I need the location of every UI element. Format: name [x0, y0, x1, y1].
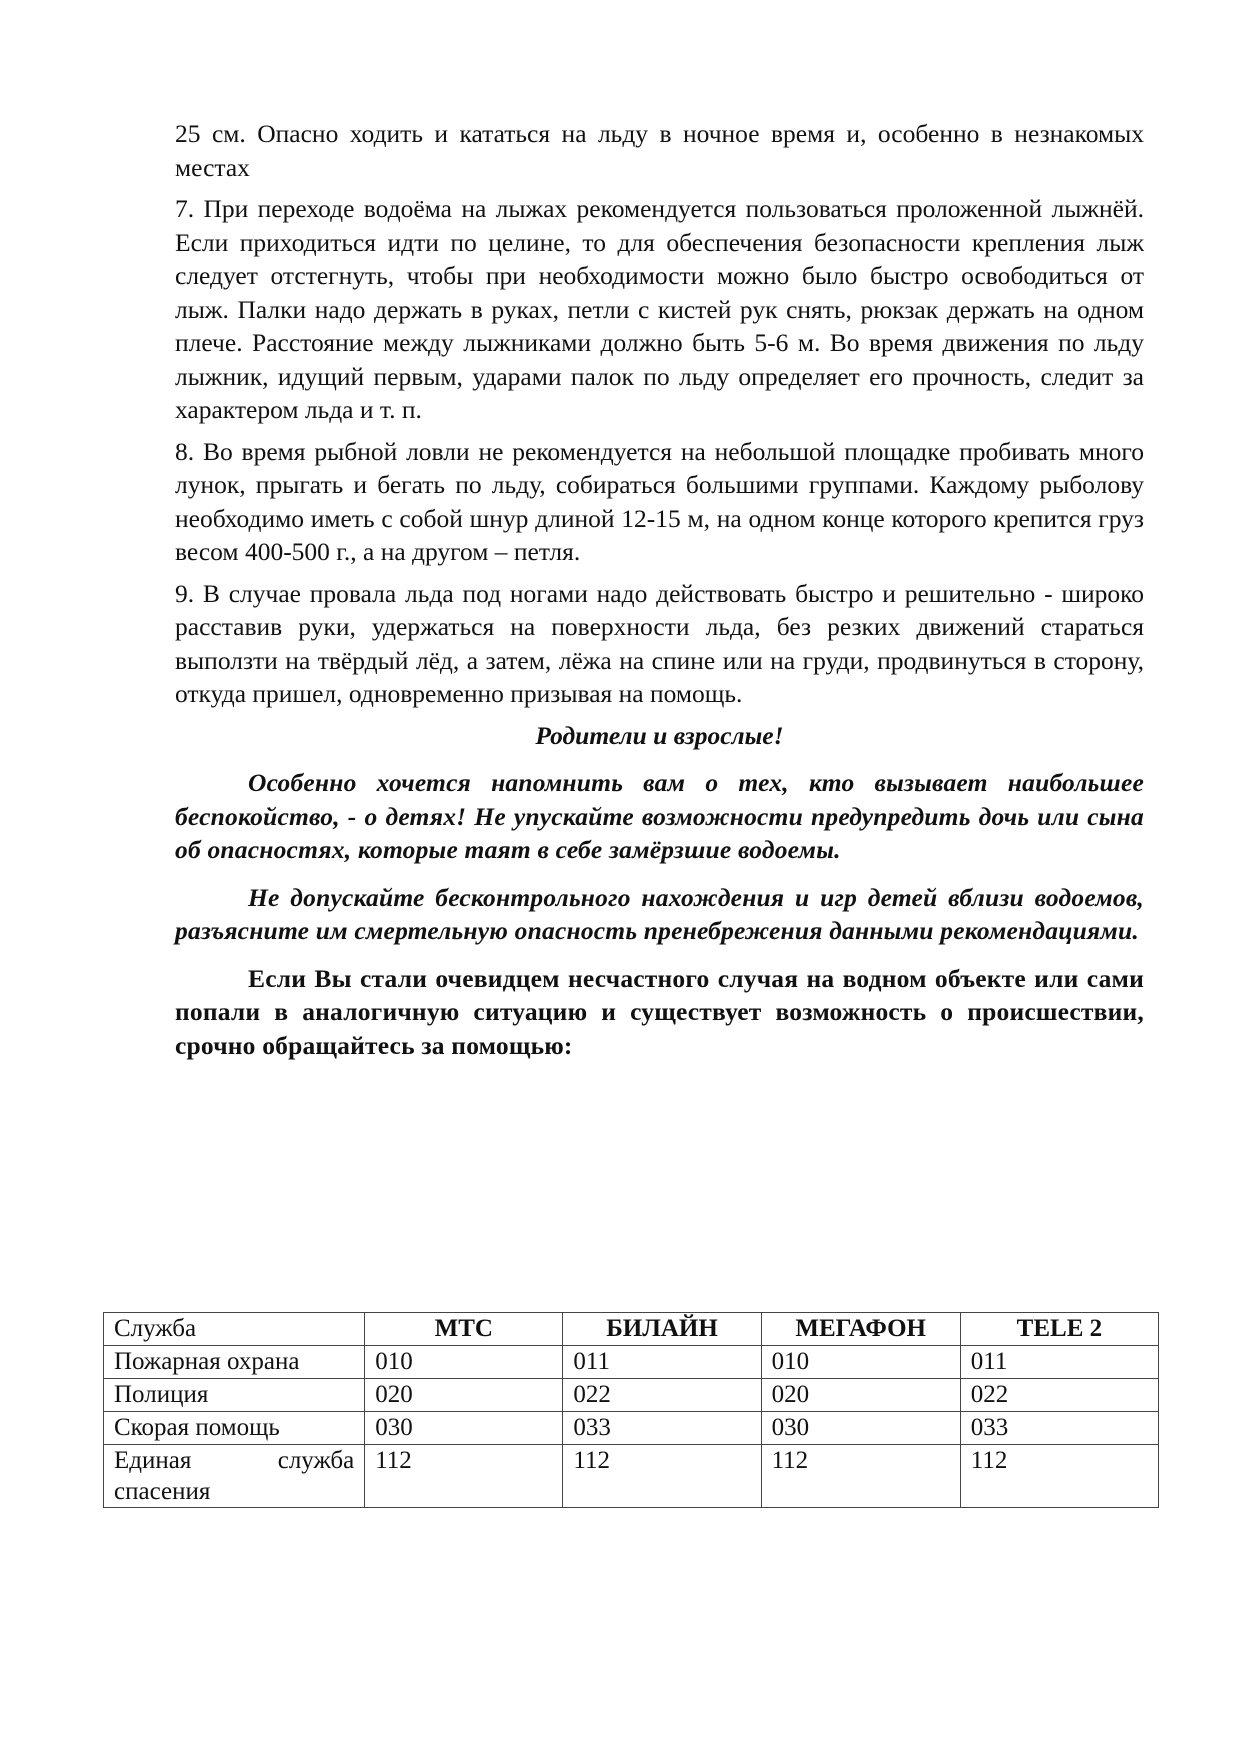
- document-page: [175, 117, 1144, 1062]
- table-header-row: [104, 1313, 1159, 1346]
- cell-megafon: 020: [761, 1379, 960, 1412]
- cell-megafon: 112: [761, 1445, 960, 1508]
- cell-service: Пожарная охрана: [104, 1346, 365, 1379]
- cell-tele2: 112: [960, 1445, 1158, 1508]
- cell-tele2: 022: [960, 1379, 1158, 1412]
- cell-tele2: 033: [960, 1412, 1158, 1445]
- paragraph-item-9-ice-break: 9. В случае провала льда под ногами надо действовать быстро и решительно - широко расставив руки, удержаться на поверхности льда, без резких движений стараться выползти на твёрдый лёд, а затем, лёжа на спине или на груди, продвинуться в сторону, откуда пришел, одновременно призывая на помощь.: [175, 578, 1144, 708]
- cell-mts: 112: [365, 1445, 563, 1508]
- service-name-line-2: спасения: [114, 1478, 211, 1505]
- table-row: [104, 1412, 1159, 1445]
- service-word-1: Единая: [114, 1447, 192, 1474]
- emergency-numbers-table: [103, 1312, 1159, 1508]
- appeal-paragraph-children: Особенно хочется напомнить вам о тех, кто вызывает наибольшее беспокойство, - о детях! Не упускайте возможности предупредить дочь или сына об опасностях, которые таят в себе замёрзшие водоемы.: [175, 768, 1144, 864]
- call-to-action-paragraph: Если Вы стали очевидцем несчастного случая на водном объекте или сами попали в аналогичную ситуацию и существует возможность о происшествии, срочно обращайтесь за помощью:: [175, 963, 1144, 1060]
- service-word-2: служба: [277, 1447, 355, 1474]
- table-row: [104, 1346, 1159, 1379]
- cell-megafon: 010: [761, 1346, 960, 1379]
- paragraph-item-6-continuation: 25 см. Опасно ходить и кататься на льду в ночное время и, особенно в незнакомых местах: [175, 119, 1144, 182]
- service-name-line-1: [114, 1445, 354, 1476]
- header-beeline: БИЛАЙН: [563, 1313, 761, 1346]
- cell-beeline: 112: [563, 1445, 761, 1508]
- table-row: [104, 1445, 1159, 1508]
- paragraph-item-7-skiing: 7. При переходе водоёма на лыжах рекомендуется пользоваться проложенной лыжнёй. Если приходиться идти по целине, то для обеспечения безопасности крепления лыж следует отстегнуть, чтобы при необходимости можно было быстро освободиться от лыж. Палки надо держать в руках, петли с кистей рук снять, рюкзак держать на одном плече. Расстояние между лыжниками должно быть 5-6 м. Во время движения по льду лыжник, идущий первым, ударами палок по льду определяет его прочность, следит за характером льда и т. п.: [175, 194, 1144, 424]
- cell-tele2: 011: [960, 1346, 1158, 1379]
- header-tele2: TELE 2: [960, 1313, 1158, 1346]
- cell-mts: 020: [365, 1379, 563, 1412]
- header-megafon: МЕГАФОН: [761, 1313, 960, 1346]
- paragraph-item-8-fishing: 8. Во время рыбной ловли не рекомендуется на небольшой площадке пробивать много лунок, прыгать и бегать по льду, собираться большими группами. Каждому рыболову необходимо иметь с собой шнур длиной 12-15 м, на одном конце которого крепится груз весом 400-500 г., а на другом – петля.: [175, 436, 1144, 566]
- cell-megafon: 030: [761, 1412, 960, 1445]
- appeal-paragraph-supervision: Не допускайте бесконтрольного нахождения и игр детей вблизи водоемов, разъясните им смертельную опасность пренебрежения данными рекомендациями.: [175, 882, 1144, 945]
- cell-mts: 010: [365, 1346, 563, 1379]
- appeal-heading: Родители и взрослые!: [535, 720, 784, 750]
- header-mts: МТС: [365, 1313, 563, 1346]
- header-service: Служба: [104, 1313, 365, 1346]
- table-row: [104, 1379, 1159, 1412]
- cell-beeline: 022: [563, 1379, 761, 1412]
- cell-service: Скорая помощь: [104, 1412, 365, 1445]
- cell-beeline: 033: [563, 1412, 761, 1445]
- cell-beeline: 011: [563, 1346, 761, 1379]
- cell-mts: 030: [365, 1412, 563, 1445]
- cell-service: [104, 1445, 365, 1508]
- cell-service: Полиция: [104, 1379, 365, 1412]
